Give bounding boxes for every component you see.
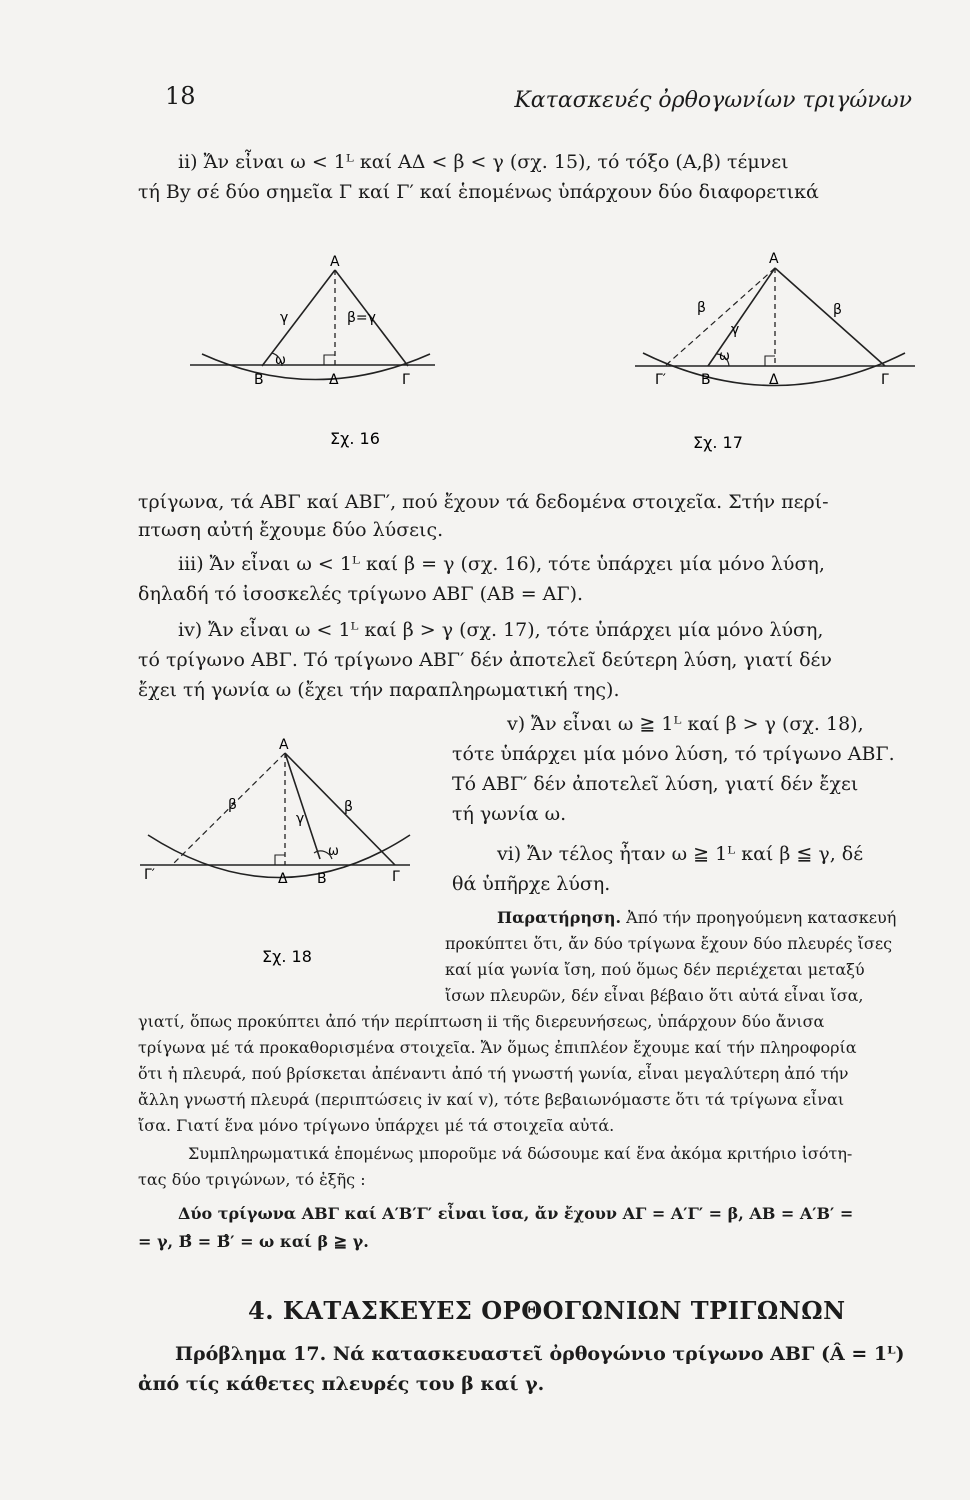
note-side-line1: προκύπτει ὅτι, ἄν δύο τρίγωνα ἔχουν δύο πλευρές ἴσες [445,934,893,953]
fig18-label-omega: ω [328,844,339,859]
note-side-line3: ἴσων πλευρῶν, δέν εἶναι βέβαιο ὅτι αὐτά εἶναι ἴσα, [445,986,864,1005]
fig18-label-D: Δ [278,871,288,887]
paragraph-case-ii-line1: ii) Ἄν εἶναι ω < 1ᴸ καί ΑΔ < β < γ (σχ. 15), τό τόξο (Α,β) τέμνει [178,151,789,173]
fig16-label-omega: ω [275,353,286,368]
fig16-label-D: Δ [329,372,339,388]
fig17-label-beta2: β [833,302,842,318]
paragraph-case-v-line2: τότε ὑπάρχει μία μόνο λύση, τό τρίγωνο ΑΒΓ. [452,743,895,765]
paragraph-two-solutions-line1: τρίγωνα, τά ΑΒΓ καί ΑΒΓ′, πού ἔχουν τά δεδομένα στοιχεῖα. Στήν περί- [138,491,829,513]
complement-line2: τας δύο τριγώνων, τό ἑξῆς : [138,1170,366,1189]
page-number: 18 [165,82,196,110]
fig18-side-AG [285,753,395,865]
paragraph-case-ii-line2: τή Βy σέ δύο σημεῖα Γ καί Γ′ καί ἑπομένως ὑπάρχουν δύο διαφορετικά [138,181,819,203]
fig17-label-Gp: Γ′ [655,372,666,388]
fig18-right-angle [275,855,285,865]
figure-16 [190,250,440,460]
fig16-right-angle [324,355,335,365]
criterion-line1: Δύο τρίγωνα ΑΒΓ καί Α′Β′Γ′ εἶναι ἴσα, ἄν ἔχουν ΑΓ = Α′Γ′ = β, ΑΒ = Α′Β′ = [178,1204,854,1223]
note-first-text: Ἀπό τήν προηγούμενη κατασκευή [626,908,897,927]
fig18-label-B: Β [317,871,327,887]
fig17-label-gamma: γ [731,322,740,338]
note-full-line2: τρίγωνα μέ τά προκαθορισμένα στοιχεῖα. Ἄν ὅμως ἐπιπλέον ἔχουμε καί τήν πληροφορία [138,1038,857,1057]
fig18-label-beta1: β [228,797,237,813]
fig17-label-beta1: β [697,300,706,316]
paragraph-case-vi-line2: θά ὑπῆρχε λύση. [452,873,611,895]
complement-line1: Συμπληρωματικά ἑπομένως μποροῦμε νά δώσουμε καί ἕνα ἀκόμα κριτήριο ἰσότη- [188,1144,853,1163]
fig16-label-A: Α [330,254,340,270]
paragraph-case-iv-line3: ἔχει τή γωνία ω (ἔχει τήν παραπληρωματική της). [138,679,620,701]
fig17-right-angle [765,356,775,366]
note-full-line5: ἴσα. Γιατί ἕνα μόνο τρίγωνο ὑπάρχει μέ τά στοιχεῖα αὐτά. [138,1116,615,1135]
note-full-line1: γιατί, ὅπως προκύπτει ἀπό τήν περίπτωση ii τῆς διερευνήσεως, ὑπάρχουν δύο ἄνισα [138,1012,825,1031]
fig17-label-G: Γ [881,372,889,388]
paragraph-case-iii-line1: iii) Ἄν εἶναι ω < 1ᴸ καί β = γ (σχ. 16), τότε ὑπάρχει μία μόνο λύση, [178,553,825,575]
note-full-line3: ὅτι ἡ πλευρά, πού βρίσκεται ἀπέναντι ἀπό τή γνωστή γωνία, εἶναι μεγαλύτερη ἀπό τήν [138,1064,849,1083]
paragraph-case-v-line1: v) Ἄν εἶναι ω ≧ 1ᴸ καί β > γ (σχ. 18), [507,713,864,735]
note-title: Παρατήρηση. [497,908,622,927]
fig18-label-gamma: γ [296,811,305,827]
fig17-label-D: Δ [769,372,779,388]
section-heading: 4. ΚΑΤΑΣΚΕΥΕΣ ΟΡΘΟΓΩΝΙΩΝ ΤΡΙΓΩΝΩΝ [248,1296,846,1325]
fig17-label-B: Β [701,372,711,388]
paragraph-two-solutions-line2: πτωση αὐτή ἔχουμε δύο λύσεις. [138,519,444,541]
running-head: Κατασκευές ὀρθογωνίων τριγώνων [514,88,912,113]
fig18-caption: Σχ. 18 [262,947,312,966]
figure-17 [635,248,915,463]
fig17-side-AG [775,268,885,366]
paragraph-case-iv-line1: iv) Ἄν εἶναι ω < 1ᴸ καί β > γ (σχ. 17), τότε ὑπάρχει μία μόνο λύση, [178,619,824,641]
paragraph-case-iv-line2: τό τρίγωνο ΑΒΓ. Τό τρίγωνο ΑΒΓ′ δέν ἀποτελεῖ δεύτερη λύση, γιατί δέν [138,649,832,671]
paragraph-case-vi-line1: vi) Ἄν τέλος ἦταν ω ≧ 1ᴸ καί β ≦ γ, δέ [497,843,864,865]
fig17-caption: Σχ. 17 [693,433,743,452]
fig16-label-gamma: γ [280,310,289,326]
fig16-caption: Σχ. 16 [330,429,380,448]
note-full-line4: ἄλλη γνωστή πλευρά (περιπτώσεις iv καί v), τότε βεβαιωνόμαστε ὅτι τά τρίγωνα εἶναι [138,1090,845,1109]
fig18-label-beta2: β [344,799,353,815]
fig18-label-A: Α [279,737,289,753]
paragraph-case-v-line4: τή γωνία ω. [452,803,567,825]
fig16-label-G: Γ [402,372,410,388]
figure-18 [140,735,430,975]
criterion-line2: = γ, Β̂ = Β̂′ = ω καί β ≧ γ. [138,1232,369,1251]
problem-17-line2: ἀπό τίς κάθετες πλευρές του β καί γ. [138,1373,545,1395]
fig18-label-Gp: Γ′ [144,867,155,883]
fig18-side-AB [285,753,320,859]
fig16-arc [202,354,430,380]
paragraph-case-v-line3: Τό ΑΒΓ′ δέν ἀποτελεῖ λύση, γιατί δέν ἔχει [452,773,859,795]
fig17-label-A: Α [769,251,779,267]
fig17-label-omega: ω [719,349,730,364]
fig16-label-B: Β [254,372,264,388]
paragraph-case-iii-line2: δηλαδή τό ἰσοσκελές τρίγωνο ΑΒΓ (ΑΒ = ΑΓ). [138,583,584,605]
problem-17-line1: Πρόβλημα 17. Νά κατασκευαστεῖ ὀρθογώνιο τρίγωνο ΑΒΓ (Â = 1ᴸ) [175,1343,905,1365]
fig16-side-AB [262,270,335,366]
fig18-label-G: Γ [392,869,400,885]
fig16-label-beta: β=γ [347,310,376,326]
note-first-line [497,906,896,929]
note-side-line2: καί μία γωνία ἴση, πού ὅμως δέν περιέχεται μεταξύ [445,960,865,979]
